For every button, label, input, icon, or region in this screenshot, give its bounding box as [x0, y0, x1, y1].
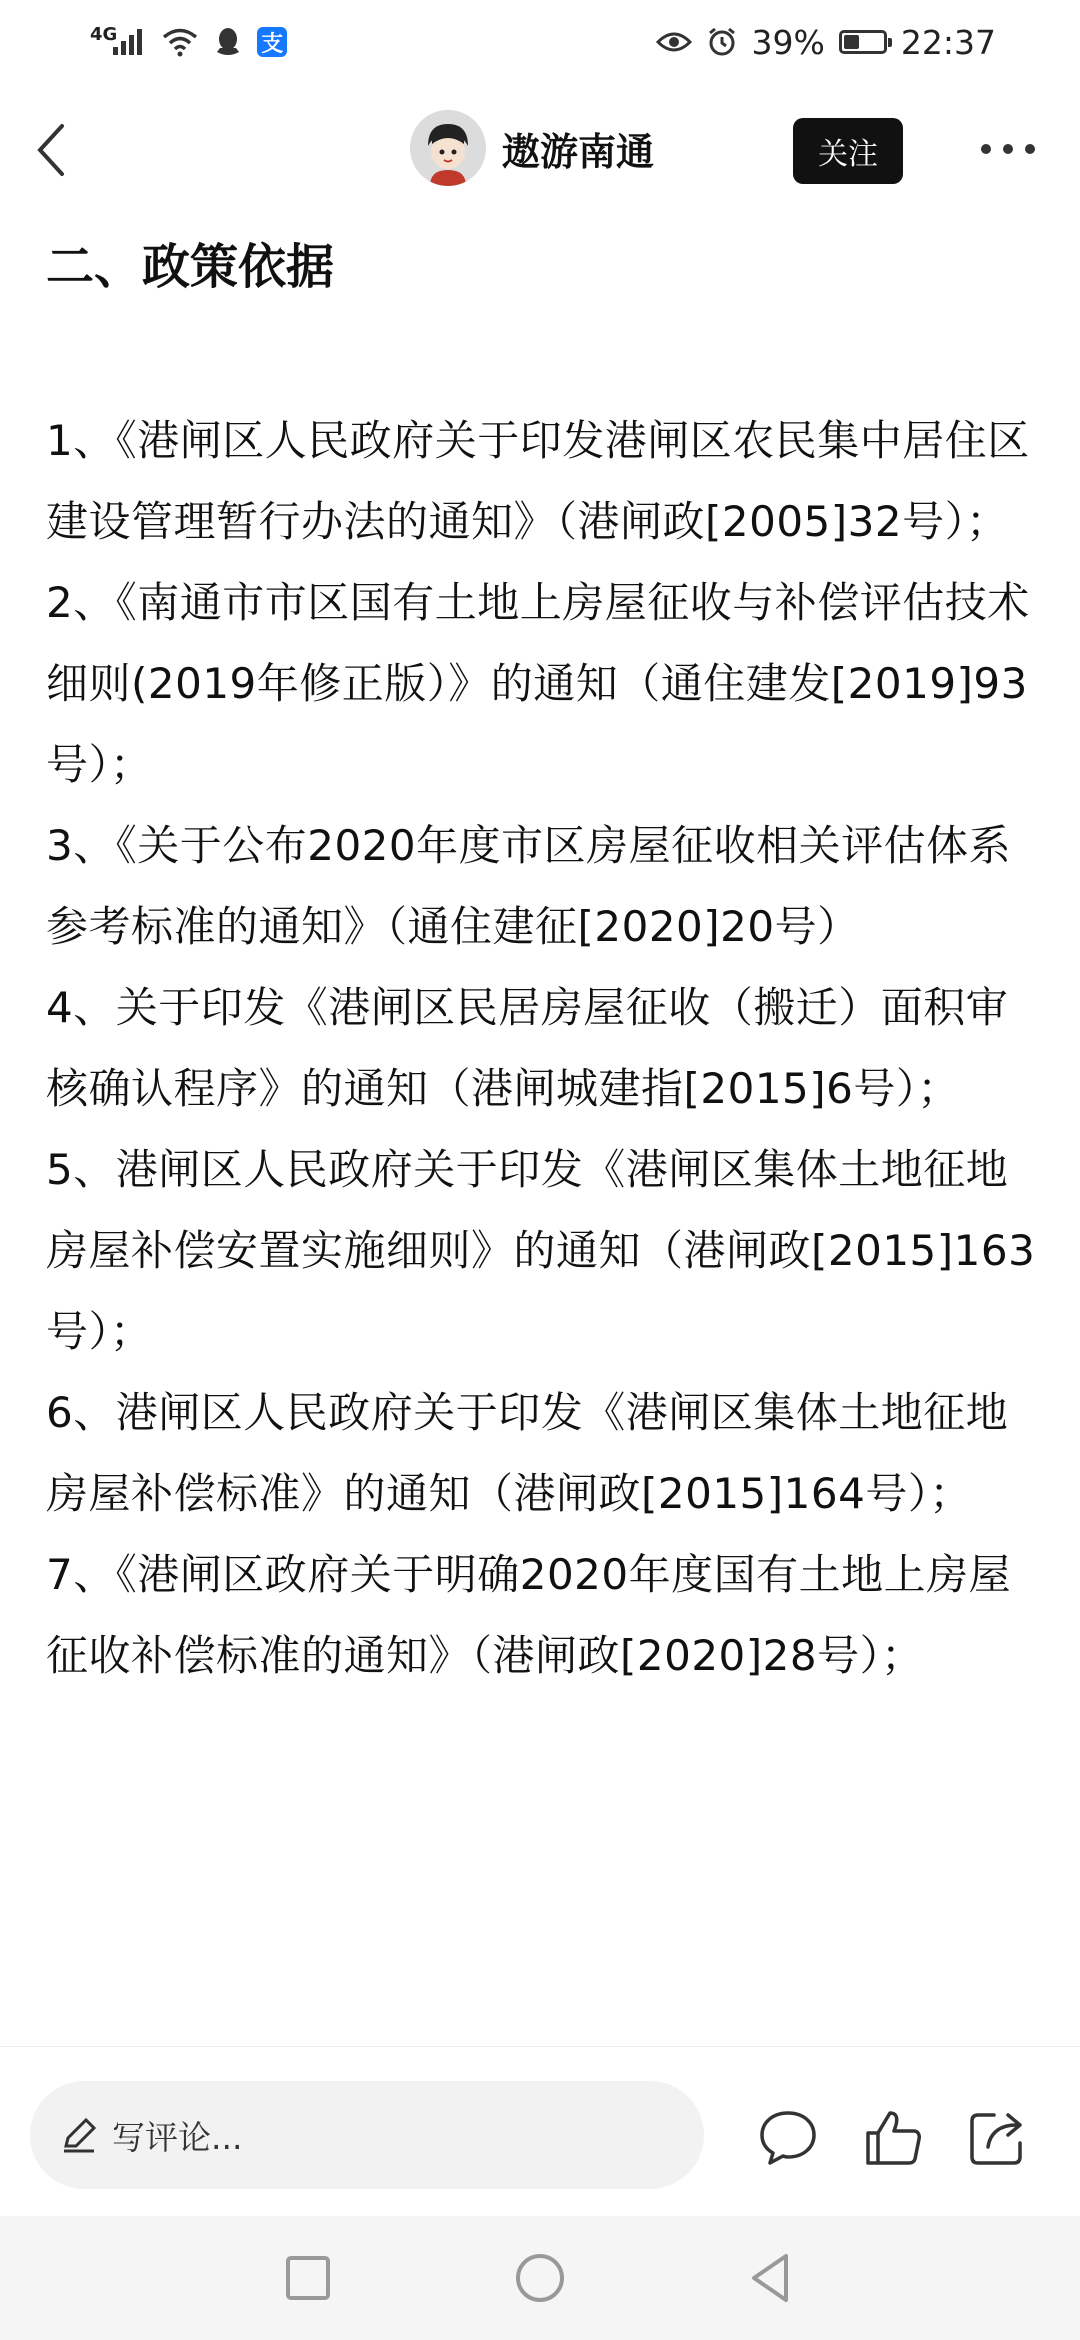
comment-placeholder: 写评论...	[112, 2117, 243, 2157]
triangle-back-icon	[740, 2246, 804, 2310]
comment-button[interactable]	[756, 2105, 820, 2169]
comment-bubble-icon	[756, 2105, 820, 2169]
policy-item: 1、《港闸区人民政府关于印发港闸区农民集中居住区建设管理暂行办法的通知》（港闸政[2005]32号）；	[46, 416, 1030, 547]
alipay-icon: 支	[257, 27, 287, 57]
policy-item: 2、《南通市市区国有土地上房屋征收与补偿评估技术细则(2019年修正版）》的通知（通住建发[2019]93号）；	[46, 578, 1030, 790]
avatar-icon	[410, 110, 486, 186]
back-button[interactable]	[18, 114, 90, 186]
thumbs-up-icon	[862, 2105, 926, 2169]
system-nav-bar	[0, 2216, 1080, 2340]
wifi-icon	[161, 27, 199, 57]
battery-level	[844, 35, 859, 49]
article-header	[0, 84, 1080, 220]
recent-apps-button[interactable]	[276, 2246, 340, 2310]
network-label: 4G	[90, 23, 118, 45]
follow-button[interactable]: 关注	[793, 118, 903, 184]
more-dots-icon	[978, 124, 1038, 174]
author-name[interactable]: 遨游南通	[502, 129, 655, 174]
battery-icon	[839, 30, 887, 54]
author-info[interactable]	[410, 110, 654, 186]
status-left	[90, 23, 287, 58]
alarm-icon	[706, 26, 738, 58]
like-button[interactable]	[862, 2105, 926, 2169]
policy-item: 6、港闸区人民政府关于印发《港闸区集体土地征地房屋补偿标准》的通知（港闸政[2015]164号）；	[46, 1388, 1009, 1519]
home-button[interactable]	[508, 2246, 572, 2310]
qq-icon	[213, 26, 243, 58]
battery-percent: 39%	[751, 22, 825, 62]
square-icon	[276, 2246, 340, 2310]
more-options-button[interactable]	[978, 124, 1038, 174]
spacer	[46, 298, 1036, 400]
clock: 22:37	[900, 22, 996, 62]
article-body	[46, 220, 1036, 2046]
comment-input[interactable]	[30, 2081, 704, 2189]
status-bar	[0, 0, 1080, 84]
signal-icon	[90, 23, 147, 57]
policy-item: 4、关于印发《港闸区民居房屋征收（搬迁）面积审核确认程序》的通知（港闸城建指[2015]6号）；	[46, 983, 1009, 1114]
policy-item: 3、《关于公布2020年度市区房屋征收相关评估体系参考标准的通知》（通住建征[2020]20号）	[46, 821, 1012, 952]
back-nav-button[interactable]	[740, 2246, 804, 2310]
avatar[interactable]	[410, 110, 486, 186]
policy-item: 7、《港闸区政府关于明确2020年度国有土地上房屋征收补偿标准的通知》（港闸政[2020]28号）；	[46, 1550, 1012, 1681]
share-button[interactable]	[966, 2105, 1030, 2169]
section-heading: 二、政策依据	[46, 239, 335, 295]
status-right	[656, 23, 996, 62]
circle-icon	[508, 2246, 572, 2310]
share-icon	[966, 2105, 1030, 2169]
eye-icon	[656, 30, 692, 54]
policy-item: 5、港闸区人民政府关于印发《港闸区集体土地征地房屋补偿安置实施细则》的通知（港闸政[2015]163号）；	[46, 1145, 1036, 1357]
comment-bar	[0, 2046, 1080, 2217]
pencil-icon	[60, 2116, 98, 2154]
chevron-left-icon	[18, 114, 90, 186]
